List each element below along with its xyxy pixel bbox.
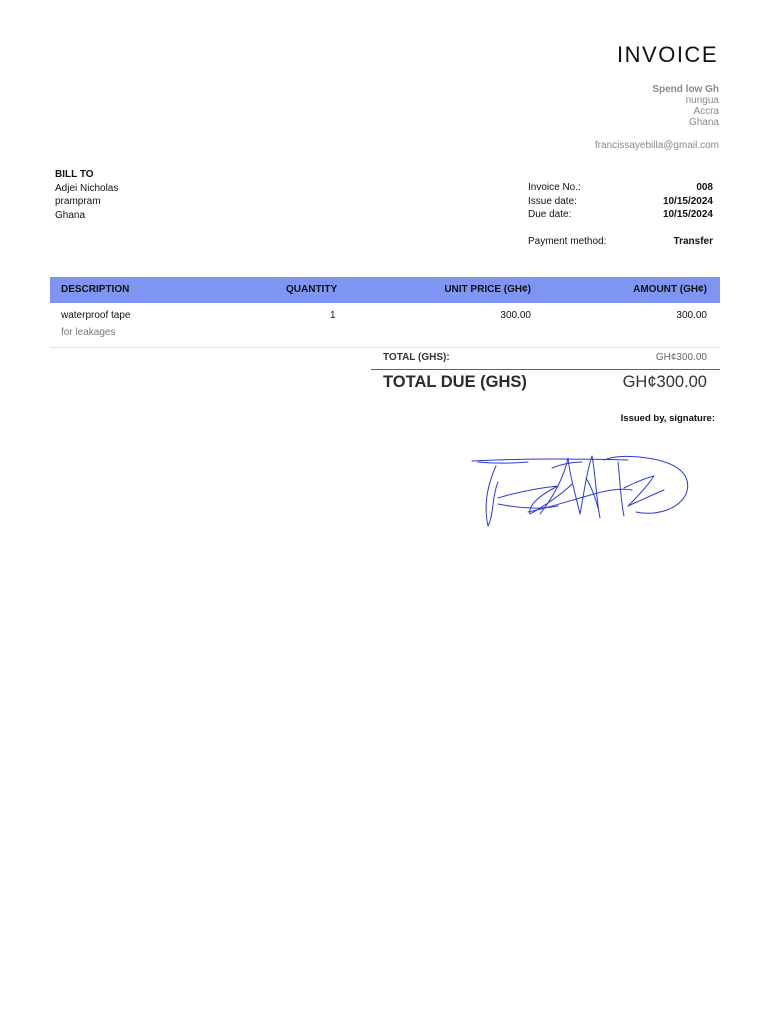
signature-label: Issued by, signature: bbox=[620, 413, 715, 424]
issue-date: 10/15/2024 bbox=[662, 195, 713, 207]
item-quantity: 1 bbox=[330, 310, 336, 321]
column-header-unit-price: UNIT PRICE (GH¢) bbox=[444, 284, 531, 295]
due-date-label: Due date: bbox=[528, 209, 572, 220]
handwritten-signature bbox=[468, 448, 698, 533]
column-header-description: DESCRIPTION bbox=[61, 284, 130, 295]
seller-name: Spend low Gh bbox=[652, 84, 719, 95]
bill-to-block bbox=[55, 168, 118, 222]
items-table-header bbox=[50, 277, 720, 303]
payment-method-row bbox=[528, 235, 713, 249]
bill-to-label: BILL TO bbox=[55, 169, 94, 180]
due-date-row bbox=[528, 208, 713, 222]
seller-address-line: Ghana bbox=[688, 117, 719, 128]
total-value: GH¢300.00 bbox=[655, 352, 707, 363]
invoice-meta bbox=[528, 181, 713, 248]
invoice-number-row bbox=[528, 181, 713, 195]
column-header-quantity: QUANTITY bbox=[286, 284, 338, 295]
table-divider bbox=[50, 347, 720, 348]
item-unit-price: 300.00 bbox=[500, 310, 531, 321]
payment-method-label: Payment method: bbox=[528, 235, 607, 247]
client-name: Adjei Nicholas bbox=[55, 182, 119, 194]
item-note: for leakages bbox=[61, 327, 116, 338]
invoice-title: INVOICE bbox=[617, 42, 718, 67]
seller-address-line: nungua bbox=[685, 95, 719, 106]
client-address-line: Ghana bbox=[55, 209, 86, 221]
due-date: 10/15/2024 bbox=[662, 209, 713, 220]
total-due-value: GH¢300.00 bbox=[622, 373, 707, 391]
seller-address-line: Accra bbox=[693, 106, 719, 117]
total-divider bbox=[371, 369, 720, 370]
column-header-amount: AMOUNT (GH¢) bbox=[633, 284, 707, 295]
invoice-number: 008 bbox=[696, 182, 713, 193]
client-address-line: prampram bbox=[55, 196, 101, 207]
issue-date-row bbox=[528, 195, 713, 209]
seller-block bbox=[652, 84, 719, 128]
item-amount: 300.00 bbox=[676, 310, 707, 321]
total-label: TOTAL (GHS): bbox=[383, 352, 450, 363]
issue-date-label: Issue date: bbox=[528, 195, 577, 207]
invoice-number-label: Invoice No.: bbox=[528, 182, 581, 193]
table-row bbox=[50, 306, 720, 326]
item-description: waterproof tape bbox=[61, 310, 131, 321]
payment-method: Transfer bbox=[673, 235, 713, 247]
total-due-label: TOTAL DUE (GHS) bbox=[383, 373, 527, 391]
seller-email: francissayebilla@gmail.com bbox=[594, 140, 719, 151]
